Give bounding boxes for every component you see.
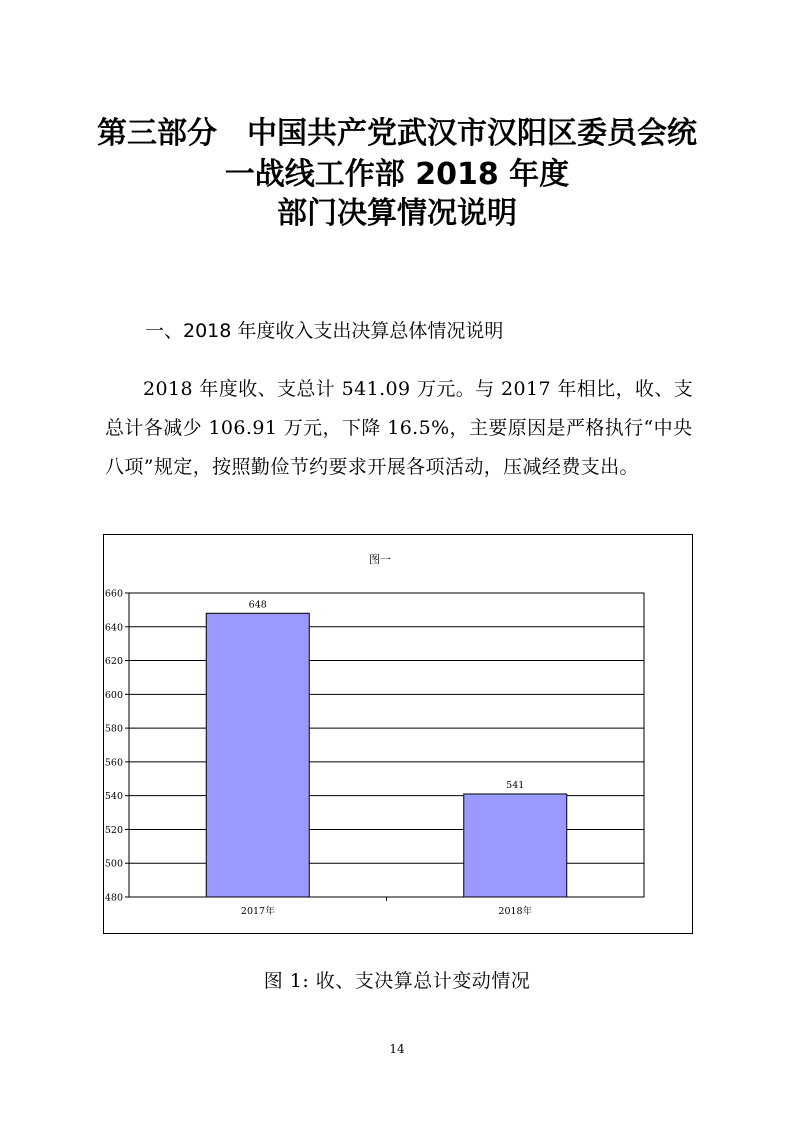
y-tick-label: 520 [104, 824, 123, 836]
page-number: 14 [389, 1042, 405, 1056]
section-heading: 一、2018 年度收入支出决算总体情况说明 [145, 320, 504, 342]
y-tick-label: 540 [104, 791, 123, 803]
data-label: 541 [506, 779, 525, 791]
y-tick-label: 580 [104, 723, 123, 735]
bar-chart [104, 535, 692, 933]
data-label: 648 [248, 599, 267, 611]
document-title-line-1: 第三部分 中国共产党武汉市汉阳区委员会统 [97, 116, 697, 151]
bar [206, 613, 309, 897]
document-title-line-2: 一战线工作部 2018 年度 [224, 157, 570, 192]
y-tick-label: 620 [104, 656, 123, 668]
y-tick-label: 660 [104, 588, 123, 600]
document-title-line-3: 部门决算情况说明 [277, 196, 517, 231]
chart-title: 图一 [369, 553, 391, 566]
y-tick-label: 600 [104, 689, 123, 701]
x-tick-label: 2017年 [240, 906, 275, 917]
figure-caption: 图 1: 收、支决算总计变动情况 [263, 970, 531, 992]
x-tick-label: 2018年 [498, 906, 533, 917]
chart-frame [103, 534, 693, 934]
y-tick-label: 560 [104, 757, 123, 769]
body-paragraph: 2018 年度收、支总计 541.09 万元。与 2017 年相比，收、支总计各减少 106.91 万元，下降 16.5%，主要原因是严格执行“中央八项”规定，按照勤俭节约要求开展各项活动，压减经费支出。 [105, 378, 694, 478]
y-tick-label: 640 [104, 622, 123, 634]
y-tick-label: 500 [104, 858, 123, 870]
y-tick-label: 480 [104, 892, 123, 904]
bar [464, 794, 567, 897]
